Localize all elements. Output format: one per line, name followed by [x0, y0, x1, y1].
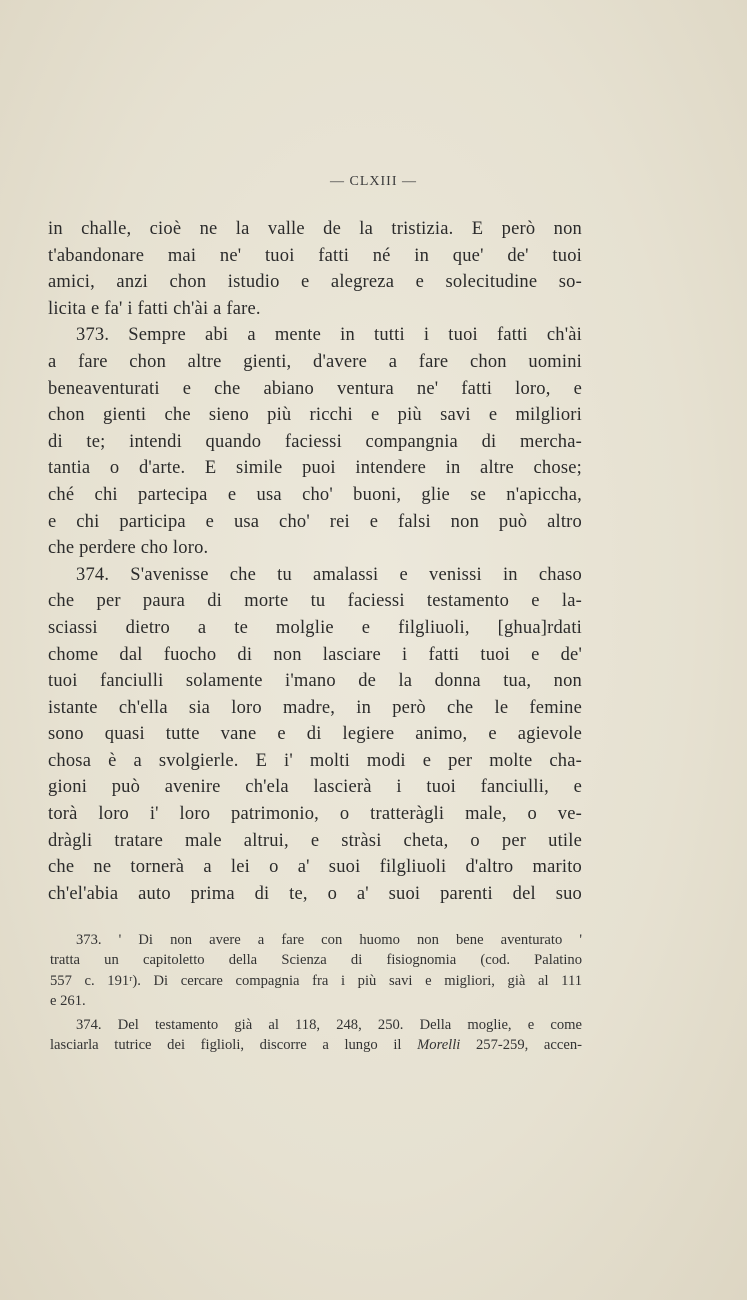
text-line: t'abandonare mai ne' tuoi fatti né in que' de' tuoi [48, 245, 582, 266]
text-line: ch'el'abia auto prima di te, o a' suoi parenti del suo [48, 883, 582, 904]
footnote-author-italic: Morelli [417, 1036, 461, 1053]
text-line: sciassi dietro a te molglie e filgliuoli, [ghua]rdati [48, 617, 582, 638]
text-line: chosa è a svolgierle. E i' molti modi e per molte cha- [48, 750, 582, 771]
text-line: a fare chon altre gienti, d'avere a fare chon uomini [48, 351, 582, 372]
text-line: sono quasi tutte vane e di legiere animo, e agievole [48, 724, 582, 745]
text-line: 373. Sempre abi a mente in tutti i tuoi fatti ch'ài [76, 325, 582, 346]
text-line: in challe, cioè ne la valle de la tristizia. E però non [48, 219, 582, 239]
text-line: di te; intendi quando faciessi compangnia di mercha- [48, 431, 582, 452]
text-line: amici, anzi chon istudio e alegreza e solecitudine so- [48, 272, 582, 293]
text-line: e chi participa e usa cho' rei e falsi non può altro [48, 511, 582, 532]
footnote [50, 1015, 582, 1056]
text-line: tantia o d'arte. E simile puoi intendere in altre chose; [48, 458, 582, 479]
text-line: beneaventurati e che abiano ventura ne' fatti loro, e [48, 378, 582, 399]
page-number-header: — CLXIII — [330, 174, 417, 189]
text-line: chon gienti che sieno più ricchi e più savi e milgliori [48, 405, 582, 426]
text-line: istante ch'ella sia loro madre, in però che le femine [48, 697, 582, 718]
text-line: che ne tornerà a lei o a' suoi filgliuoli d'altro marito [48, 857, 582, 878]
footnote-line: e 261. [50, 993, 86, 1010]
text-line: 374. S'avenisse che tu amalassi e venissi in chaso [76, 564, 582, 585]
text-line: ché chi partecipa e usa cho' buoni, glie se n'apiccha, [48, 484, 582, 505]
footnote-line: 557 c. 191ʳ). Di cercare compagnia fra i più savi e migliori, già al 111 [50, 972, 582, 989]
footnote [50, 930, 582, 1012]
text-line: tuoi fanciulli solamente i'mano de la donna tua, non [48, 671, 582, 692]
text-line: torà loro i' loro patrimonio, o tratteràgli male, o ve- [48, 804, 582, 825]
footnote-text: lasciarla tutrice dei figlioli, discorre a lungo il [50, 1036, 418, 1053]
footnotes [50, 930, 582, 1055]
text-line: chome dal fuocho di non lasciare i fatti tuoi e de' [48, 644, 582, 665]
text-line: dràgli tratare male altrui, e stràsi cheta, o per utile [48, 830, 582, 851]
text-line: licita e fa' i fatti ch'ài a fare. [48, 298, 261, 319]
footnote-line: tratta un capitoletto della Scienza di fisiognomia (cod. Palatino [50, 952, 582, 969]
footnote-line: 373. ' Di non avere a fare con huomo non bene aventurato ' [76, 932, 582, 948]
footnote-line [50, 1035, 582, 1055]
text-line: che perdere cho loro. [48, 538, 209, 559]
footnote-line: 374. Del testamento già al 118, 248, 250. Della moglie, e come [76, 1016, 582, 1033]
text-line: gioni può avenire ch'ela lascierà i tuoi fanciulli, e [48, 777, 582, 798]
footnote-text: 257-259, accen- [460, 1036, 582, 1053]
main-text [48, 216, 582, 907]
text-line: che per paura di morte tu faciessi testamento e la- [48, 591, 582, 612]
